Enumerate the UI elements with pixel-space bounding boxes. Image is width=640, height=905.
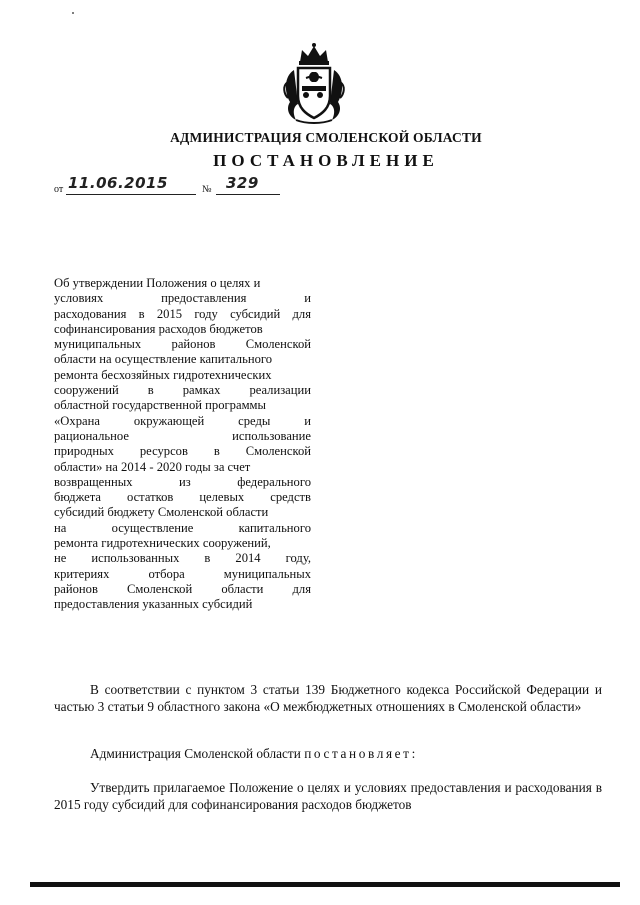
document-subject: [54, 276, 311, 613]
subject-line: муниципальных районов Смоленской: [54, 337, 311, 352]
subject-line: условиях предоставления и: [54, 291, 311, 306]
subject-line: возвращенных из федерального: [54, 474, 311, 489]
subject-line: бюджета остатков целевых средств: [54, 490, 311, 505]
subject-line: на осуществление капитального: [54, 520, 311, 535]
subject-line: районов Смоленской области для: [54, 581, 311, 596]
subject-line: природных ресурсов в Смоленской: [54, 444, 311, 459]
date-value: 11.06.2015: [68, 174, 168, 192]
subject-line: не использованных в 2014 году,: [54, 551, 311, 566]
preamble-paragraph: В соответствии с пунктом 3 статьи 139 Бюджетного кодекса Российской Федерации и частью 3 статьи 9 областного закона «О межбюджетных отношениях в Смоленской области»: [54, 682, 602, 714]
subject-line: «Охрана окружающей среды и: [54, 413, 311, 428]
subject-line: софинансирования расходов бюджетов: [54, 321, 263, 336]
subject-line: субсидий бюджету Смоленской области: [54, 505, 269, 520]
resolution-paragraph: [54, 745, 602, 762]
subject-line: областной государственной программы: [54, 398, 266, 413]
subject-line: области на осуществление капитального: [54, 352, 273, 367]
number-underline: [216, 194, 280, 195]
document-type-heading: ПОСТАНОВЛЕНИЕ: [213, 151, 439, 170]
resolution-keyword: постановляет:: [304, 746, 418, 761]
smolensk-coat-of-arms-icon: [282, 42, 346, 124]
subject-line: критериях отбора муниципальных: [54, 566, 311, 581]
decree-paragraph: Утвердить прилагаемое Положение о целях и условиях предоставления и расходования в 2015 году субсидий для софинансирования расходов бюджетов: [54, 780, 602, 812]
date-prefix: от: [54, 184, 64, 195]
subject-line: ремонта гидротехнических сооружений,: [54, 536, 271, 551]
subject-line: ремонта бесхозяйных гидротехнических: [54, 367, 272, 382]
subject-line: Об утверждении Положения о целях и: [54, 276, 261, 290]
subject-line: предоставления указанных субсидий: [54, 597, 253, 612]
subject-line: области» на 2014 - 2020 годы за счет: [54, 459, 251, 474]
scan-bottom-edge: [30, 882, 620, 887]
number-value: 329: [226, 174, 259, 192]
subject-line: рациональное использование: [54, 428, 311, 443]
date-underline: [66, 194, 196, 195]
subject-line: сооружений в рамках реализации: [54, 383, 311, 398]
organization-title: АДМИНИСТРАЦИЯ СМОЛЕНСКОЙ ОБЛАСТИ: [170, 130, 482, 145]
subject-line: расходования в 2015 году субсидий для: [54, 306, 311, 321]
resolution-lead: Администрация Смоленской области: [90, 746, 305, 761]
number-prefix: №: [202, 184, 212, 195]
scan-speck: [72, 12, 74, 14]
